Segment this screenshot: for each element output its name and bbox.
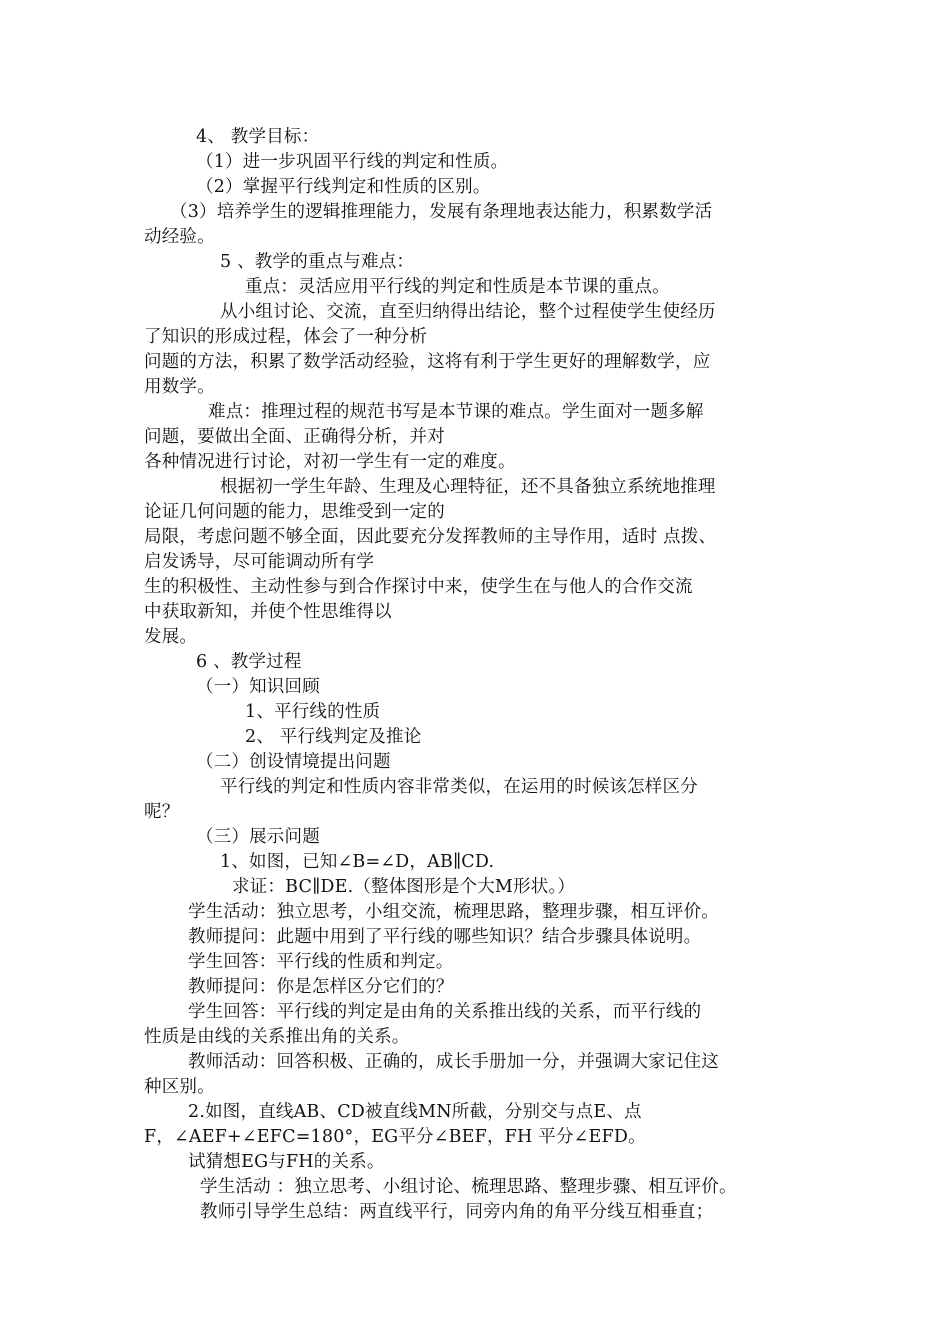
paragraph-line: （2）掌握平行线判定和性质的区别。 bbox=[196, 177, 491, 197]
section-heading-objectives: 4、 教学目标： bbox=[196, 127, 320, 147]
paragraph-line: 重点：灵活应用平行线的判定和性质是本节课的重点。 bbox=[245, 277, 670, 297]
paragraph-line: 各种情况进行讨论，对初一学生有一定的难度。 bbox=[144, 452, 516, 472]
paragraph-line: 发展。 bbox=[144, 627, 198, 647]
paragraph-line: 教师活动：回答积极、正确的，成长手册加一分，并强调大家记住这 bbox=[188, 1052, 719, 1072]
paragraph-line: 根据初一学生年龄、生理及心理特征，还不具备独立系统地推理 bbox=[220, 477, 716, 497]
paragraph-line: 了知识的形成过程，体会了一种分析 bbox=[144, 327, 428, 347]
paragraph-line: 教师提问：你是怎样区分它们的？ bbox=[188, 977, 454, 997]
section-heading-process: 6 、教学过程 bbox=[196, 652, 302, 672]
paragraph-line: 问题，要做出全面、正确得分析，并对 bbox=[144, 427, 445, 447]
paragraph-line: 平行线的判定和性质内容非常类似，在运用的时候该怎样区分 bbox=[220, 777, 698, 797]
problem-statement: 2.如图，直线AB、CD被直线MN所截，分别交与点E、点 bbox=[188, 1102, 642, 1122]
paragraph-line: 教师提问：此题中用到了平行线的哪些知识？结合步骤具体说明。 bbox=[188, 927, 702, 947]
paragraph-line: 论证几何问题的能力，思维受到一定的 bbox=[144, 502, 445, 522]
paragraph-line: 性质是由线的关系推出角的关系。 bbox=[144, 1027, 410, 1047]
paragraph-line: 中获取新知，并使个性思维得以 bbox=[144, 602, 392, 622]
section-heading-key-points: 5 、教学的重点与难点： bbox=[220, 252, 415, 272]
paragraph-line: 种区别。 bbox=[144, 1077, 215, 1097]
paragraph-line: （3）培养学生的逻辑推理能力，发展有条理地表达能力，积累数学活 bbox=[170, 202, 713, 222]
subsection-heading: （一）知识回顾 bbox=[196, 677, 320, 697]
problem-statement: 试猜想EG与FH的关系。 bbox=[188, 1152, 385, 1172]
paragraph-line: 呢？ bbox=[144, 802, 180, 822]
paragraph-line: 学生活动：独立思考，小组交流，梳理思路，整理步骤，相互评价。 bbox=[188, 902, 719, 922]
paragraph-line: 教师引导学生总结：两直线平行，同旁内角的角平分线互相垂直； bbox=[200, 1202, 714, 1222]
paragraph-line: （1）进一步巩固平行线的判定和性质。 bbox=[196, 152, 509, 172]
list-item: 2、 平行线判定及推论 bbox=[245, 727, 422, 747]
problem-statement: 求证：BC∥DE.（整体图形是个大M形状。） bbox=[232, 877, 576, 897]
problem-statement: F，∠AEF+∠EFC=180°，EG平分∠BEF，FH 平分∠EFD。 bbox=[144, 1127, 646, 1147]
paragraph-line: 学生回答：平行线的判定是由角的关系推出线的关系，而平行线的 bbox=[188, 1002, 702, 1022]
paragraph-line: 问题的方法，积累了数学活动经验，这将有利于学生更好的理解数学，应 bbox=[144, 352, 711, 372]
paragraph-line: 难点：推理过程的规范书写是本节课的难点。学生面对一题多解 bbox=[208, 402, 704, 422]
paragraph-line: 局限，考虑问题不够全面，因此要充分发挥教师的主导作用，适时 点拨、 bbox=[144, 527, 717, 547]
subsection-heading: （二）创设情境提出问题 bbox=[196, 752, 391, 772]
paragraph-line: 启发诱导，尽可能调动所有学 bbox=[144, 552, 375, 572]
paragraph-line: 学生活动 ：独立思考、小组讨论、梳理思路、整理步骤、相互评价。 bbox=[200, 1177, 737, 1197]
paragraph-line: 学生回答：平行线的性质和判定。 bbox=[188, 952, 454, 972]
paragraph-line: 从小组讨论、交流，直至归纳得出结论，整个过程使学生使经历 bbox=[220, 302, 716, 322]
paragraph-line: 生的积极性、主动性参与到合作探讨中来，使学生在与他人的合作交流 bbox=[144, 577, 693, 597]
paragraph-line: 用数学。 bbox=[144, 377, 215, 397]
paragraph-line: 动经验。 bbox=[144, 227, 215, 247]
list-item: 1、平行线的性质 bbox=[245, 702, 381, 722]
problem-statement: 1、如图，已知∠B=∠D，AB∥CD. bbox=[220, 852, 495, 872]
subsection-heading: （三）展示问题 bbox=[196, 827, 320, 847]
